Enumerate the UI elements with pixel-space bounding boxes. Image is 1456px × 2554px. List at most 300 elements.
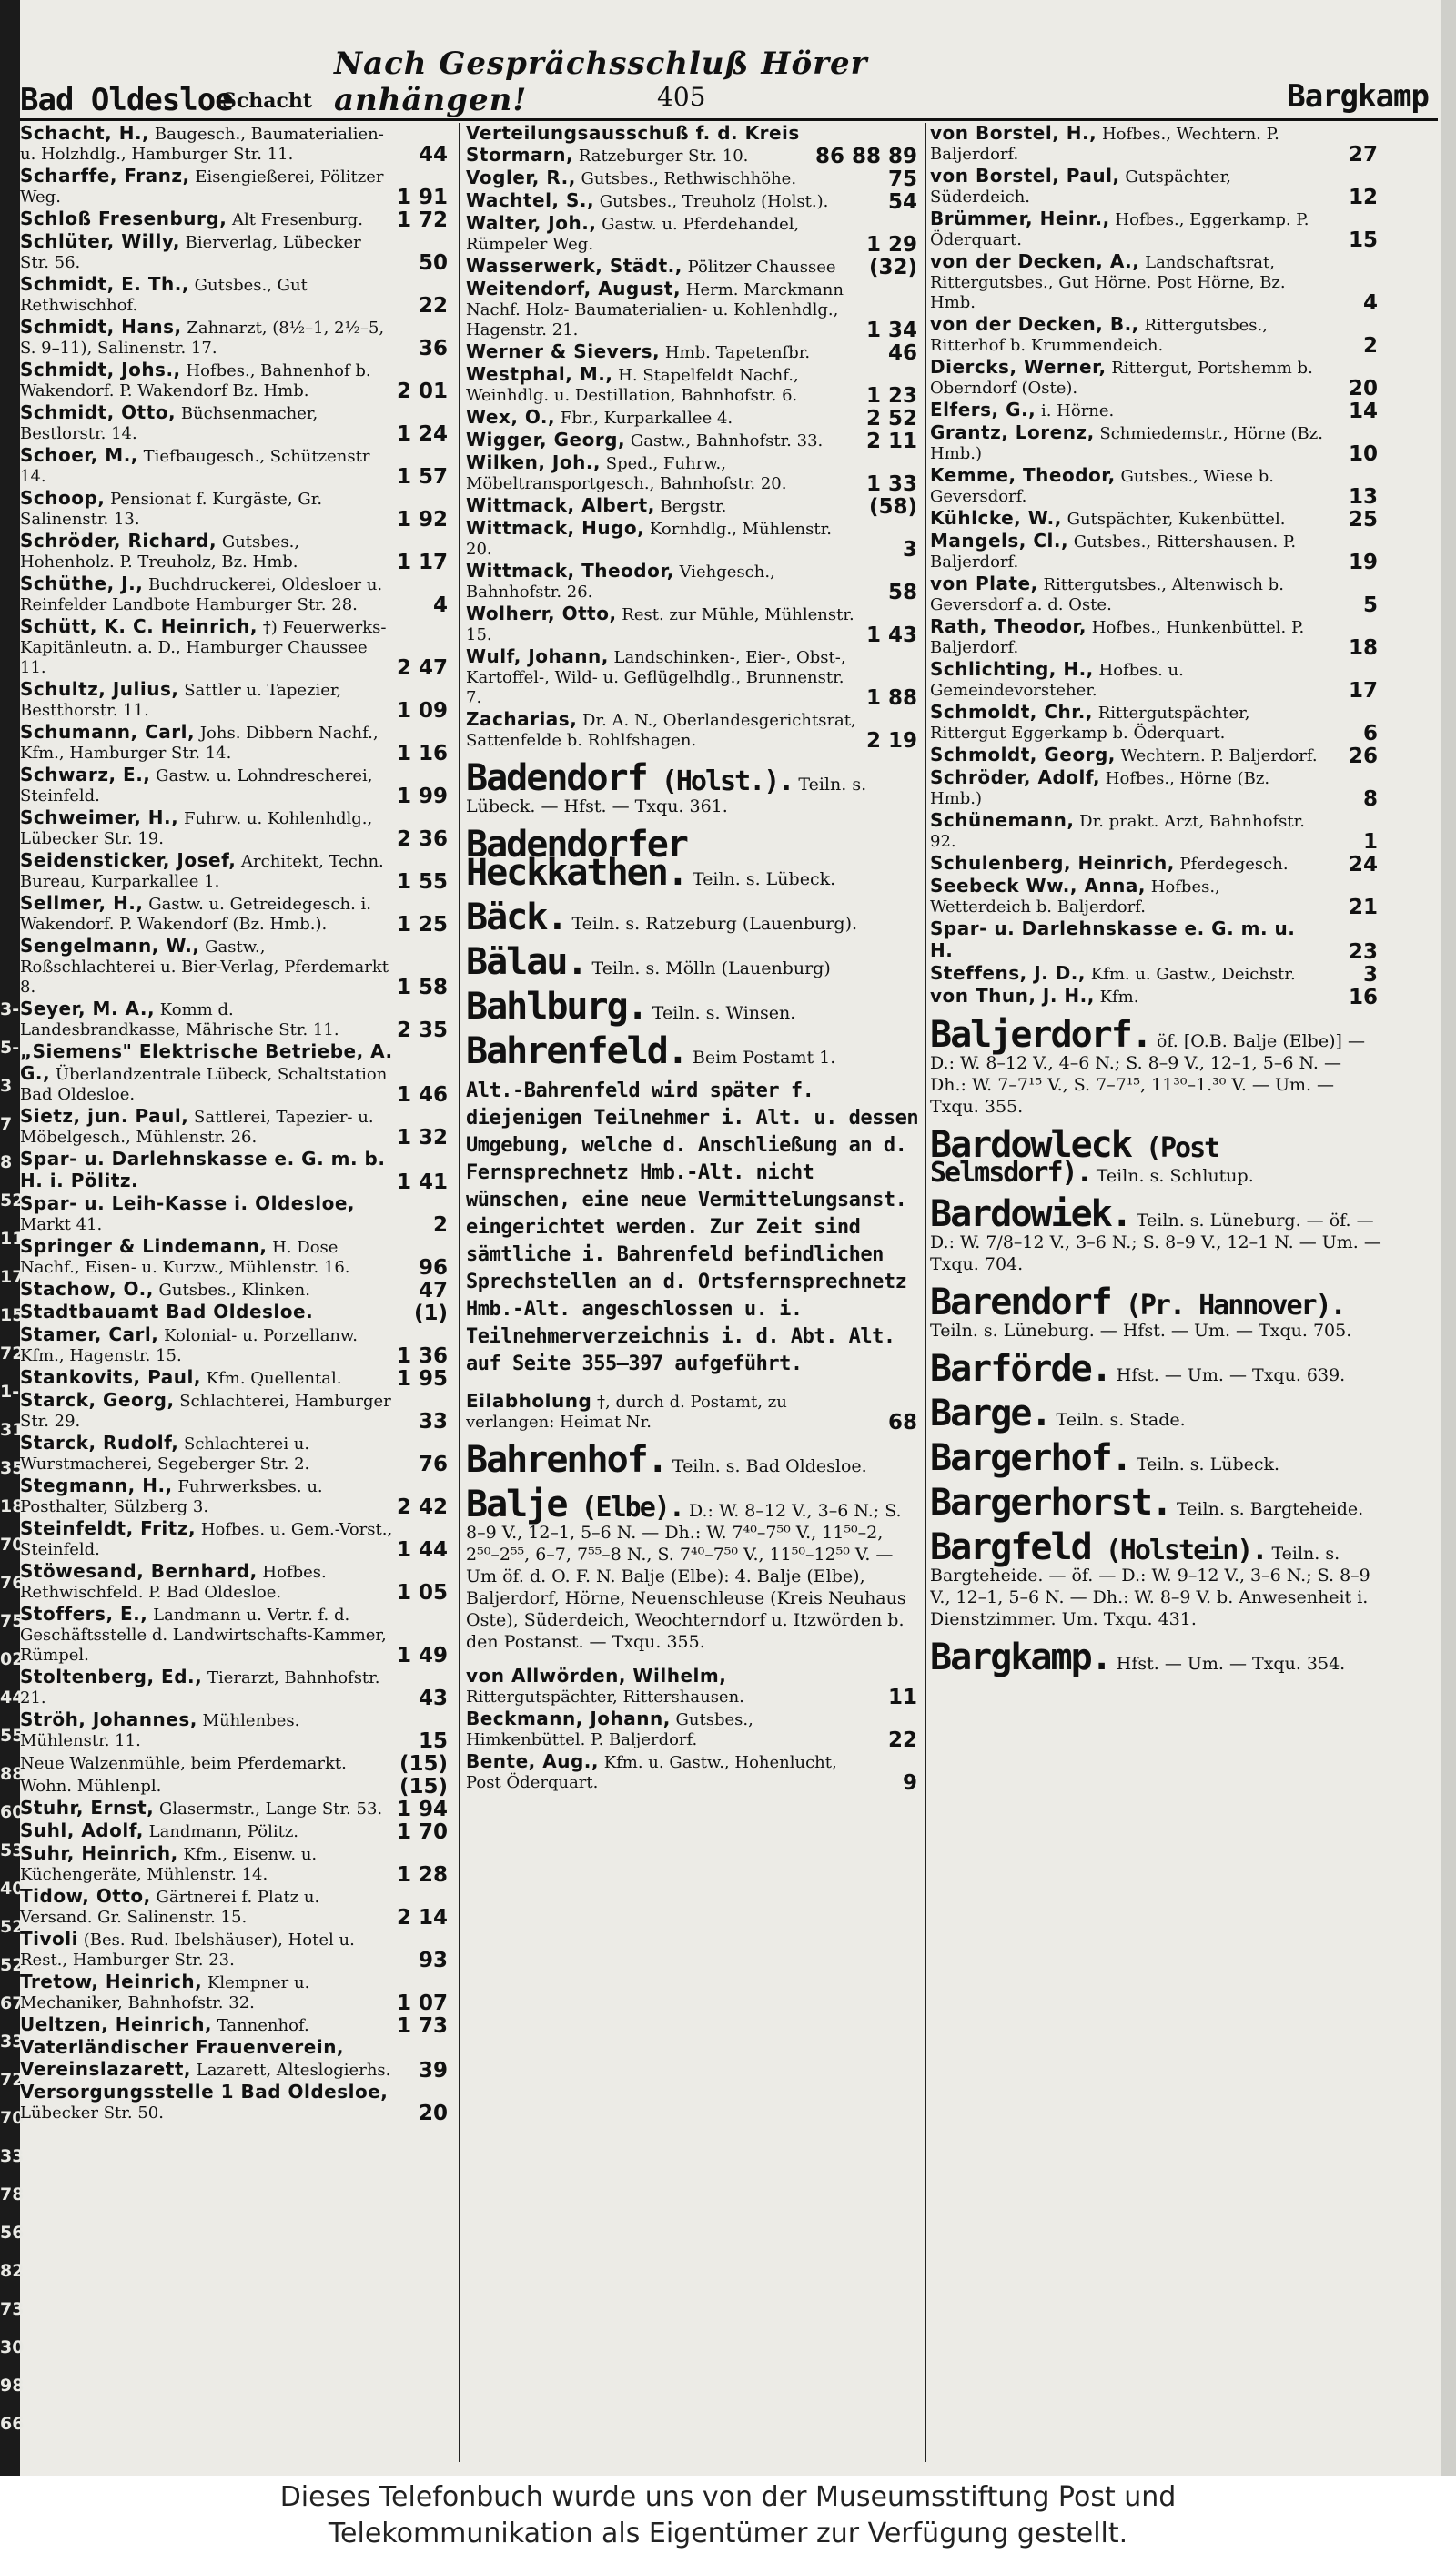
margin-number: 52: [0, 1955, 25, 1975]
place-details: Teiln. s. Lüneburg. — öf. — D.: W. 7/8–12 V., 3–6 N.; S. 8–9 V., 12–1 N. — Um. — Txqu. 704.: [930, 1211, 1381, 1274]
entry-details: Gutsbes., Hohenholz. P. Treuholz, Bz. Hmb.: [20, 532, 300, 572]
entry-phone-number: 2: [432, 1213, 448, 1237]
entry-name: Tidow, Otto,: [20, 1885, 151, 1907]
place-qualifier: (Elbe).: [566, 1492, 683, 1524]
place-heading: [930, 1437, 1381, 1479]
column-divider: [925, 123, 926, 2462]
entry-name: Tivoli: [20, 1928, 78, 1950]
directory-entry: [466, 561, 921, 603]
directory-entry: [20, 1709, 451, 1751]
place-name: Bahlburg.: [466, 986, 647, 1028]
margin-number: 78: [0, 2184, 25, 2204]
margin-number: 33: [0, 2146, 25, 2166]
margin-number: 60: [0, 1802, 25, 1822]
entry-name: Spar- u. Darlehnskasse e. G. m. u. H.: [930, 917, 1296, 961]
entry-name: Schoop,: [20, 487, 106, 509]
margin-number: 55: [0, 1726, 25, 1746]
entry-details: Rittergutsbes., Altenwisch b. Geversdorf a. d. Oste.: [930, 575, 1284, 614]
directory-entry: [20, 274, 451, 316]
footer-line-1: Dieses Telefonbuch wurde uns von der Museumsstiftung Post und: [279, 2481, 1177, 2513]
entry-details: Schmiedemstr., Hörne (Bz. Hmb.): [930, 424, 1323, 463]
entry-details: Gutspächter, Kukenbüttel.: [1061, 510, 1286, 529]
entry-details: Kfm. u. Gastw., Deichstr.: [1086, 965, 1296, 984]
directory-entry: [20, 722, 451, 764]
entry-phone-number: 1 46: [396, 1083, 448, 1107]
entry-phone-number: 2 35: [396, 1019, 448, 1042]
directory-entry: [20, 208, 451, 230]
directory-entry: [466, 364, 921, 406]
entry-phone-number: 2 47: [396, 656, 448, 680]
entry-name: Scharffe, Franz,: [20, 165, 190, 187]
directory-entry: [20, 850, 451, 892]
directory-entry: [930, 918, 1381, 962]
directory-entry: [20, 616, 451, 678]
entry-details: Lazarett, Alteslogierhs.: [191, 2061, 391, 2080]
entry-name: „Siemens" Elektrische Betriebe, A. G.,: [20, 1040, 393, 1084]
entry-phone-number: 2 42: [396, 1495, 448, 1519]
entry-phone-number: 1 49: [396, 1644, 448, 1667]
entry-name: von der Decken, B.,: [930, 313, 1139, 335]
margin-number: 53: [0, 1840, 25, 1860]
entry-phone-number: 50: [418, 251, 448, 275]
directory-entry: [20, 2014, 451, 2036]
entry-name: Schmoldt, Georg,: [930, 744, 1116, 765]
entry-details: (Bes. Rud. Ibelshäuser), Hotel u. Rest., Hamburger Str. 23.: [20, 1931, 355, 1970]
margin-number: 82: [0, 2261, 25, 2281]
entry-details: i. Hörne.: [1036, 401, 1115, 421]
entry-details: Buchdruckerei, Oldesloer u. Reinfelder Landbote Hamburger Str. 28.: [20, 575, 383, 614]
column-2: [466, 123, 921, 2462]
entry-name: Vaterländischer Frauenverein, Vereinslazarett,: [20, 2036, 345, 2080]
directory-entry: [466, 341, 921, 363]
entry-details: Rittergutspächter, Rittershausen.: [466, 1687, 744, 1707]
entry-name: Schweimer, H.,: [20, 806, 179, 828]
entry-phone-number: 3: [902, 538, 917, 562]
directory-entry: [20, 1367, 451, 1389]
directory-entry: [20, 893, 451, 935]
entry-details: Viehgesch., Bahnhofstr. 26.: [466, 562, 775, 602]
margin-number: 52: [0, 1191, 25, 1211]
directory-entry: [930, 573, 1381, 615]
directory-entry: [20, 1929, 451, 1971]
entry-name: Grantz, Lorenz,: [930, 421, 1095, 443]
entry-phone-number: 4: [432, 593, 448, 617]
margin-number: 66: [0, 2414, 25, 2434]
entry-name: Stegmann, H.,: [20, 1475, 173, 1496]
directory-entry: [20, 360, 451, 401]
entry-phone-number: 13: [1348, 485, 1378, 509]
directory-entry: [930, 986, 1381, 1008]
entry-name: Wittmack, Theodor,: [466, 560, 674, 582]
entry-phone-number: 2 01: [396, 380, 448, 403]
entry-details: Pölitzer Chaussee: [682, 258, 836, 277]
entry-name: Wittmack, Hugo,: [466, 517, 645, 539]
entry-phone-number: 1 07: [396, 1992, 448, 2015]
entry-details: †) Feuerwerks-Kapitänleutn. a. D., Hamburger Chaussee 11.: [20, 618, 387, 677]
directory-entry: [20, 1561, 451, 1603]
place-name: Barge.: [930, 1393, 1051, 1434]
entry-name: Stuhr, Ernst,: [20, 1797, 155, 1819]
entry-details: Alt Fresenburg.: [227, 210, 363, 229]
entry-details: Hmb. Tapetenfbr.: [660, 343, 811, 362]
entry-details: †, durch d. Postamt, zu verlangen: Heimat Nr.: [466, 1393, 787, 1432]
directory-entry: [930, 531, 1381, 573]
entry-name: Ströh, Johannes,: [20, 1708, 197, 1730]
directory-entry: [930, 123, 1381, 165]
entry-phone-number: 20: [1348, 377, 1378, 400]
place-details: Teiln. s. Stade.: [1050, 1410, 1186, 1430]
entry-details: Fuhrw. u. Kohlenhdlg., Lübecker Str. 19.: [20, 809, 373, 848]
place-name: Badendorfer Heckkathen.: [466, 824, 687, 894]
entry-details: Kolonial- u. Porzellanw. Kfm., Hagenstr. 15.: [20, 1326, 358, 1365]
directory-entry: [466, 213, 921, 255]
directory-entry: [930, 314, 1381, 356]
entry-details: Kornhdlg., Mühlenstr. 20.: [466, 520, 832, 559]
directory-entry: [20, 573, 451, 615]
entry-details: Dr. A. N., Oberlandesgerichtsrat, Sattenfelde b. Rohlfshagen.: [466, 711, 856, 750]
directory-entry: [20, 998, 451, 1040]
entry-phone-number: 1 24: [396, 422, 448, 446]
entry-phone-number: 1 95: [396, 1367, 448, 1391]
entry-details: H. Dose Nachf., Eisen- u. Kurzw., Mühlenstr. 16.: [20, 1238, 350, 1277]
place-heading: [930, 1193, 1381, 1275]
entry-name: Schacht, H.,: [20, 123, 150, 144]
directory-entry: [466, 646, 921, 708]
entry-phone-number: (32): [868, 256, 917, 279]
margin-number: 17: [0, 1267, 25, 1287]
entry-phone-number: 1 09: [396, 699, 448, 723]
directory-entry: [930, 876, 1381, 917]
place-name: Balje: [466, 1484, 567, 1525]
directory-entry: [930, 745, 1381, 766]
directory-entry: [930, 810, 1381, 852]
place-heading: [930, 1393, 1381, 1434]
entry-name: Springer & Lindemann,: [20, 1235, 268, 1257]
entry-details: Gastw., Roßschlachterei u. Bier-Verlag, Pferdemarkt 8.: [20, 937, 389, 997]
entry-name: Eilabholung: [466, 1390, 592, 1412]
directory-entry: [930, 963, 1381, 985]
entry-name: Schulenberg, Heinrich,: [930, 852, 1175, 874]
margin-number: 02: [0, 1649, 25, 1669]
entry-phone-number: 46: [887, 341, 917, 365]
entry-phone-number: 76: [418, 1453, 448, 1476]
entry-details: Gutsbes., Himkenbüttel. P. Baljerdorf.: [466, 1710, 753, 1749]
entry-details: Schlachterei, Hamburger Str. 29.: [20, 1392, 391, 1431]
entry-name: Stachow, O.,: [20, 1278, 154, 1300]
directory-entry: [20, 1149, 451, 1192]
place-qualifier: (Holst.).: [646, 765, 794, 797]
directory-entry: [20, 1106, 451, 1148]
entry-name: Spar- u. Leih-Kasse i. Oldesloe,: [20, 1192, 355, 1214]
entry-details: Sattlerei, Tapezier- u. Möbelgesch., Mühlenstr. 26.: [20, 1108, 374, 1147]
entry-phone-number: 9: [902, 1771, 917, 1795]
entry-name: von Allwörden, Wilhelm,: [466, 1665, 727, 1687]
entry-phone-number: 1 23: [865, 384, 917, 408]
directory-entry: [466, 430, 921, 451]
margin-number: 33: [0, 2032, 25, 2052]
header-slogan: Nach Gesprächsschluß Hörer anhängen!: [334, 46, 868, 118]
entry-name: Tretow, Heinrich,: [20, 1971, 203, 1992]
entry-phone-number: 1 36: [396, 1344, 448, 1368]
entry-phone-number: 1 05: [396, 1581, 448, 1605]
entry-name: Mangels, Cl.,: [930, 530, 1069, 552]
place-heading: [930, 1348, 1381, 1390]
entry-name: Elfers, G.,: [930, 399, 1036, 421]
entry-name: Kühlcke, W.,: [930, 507, 1062, 529]
entry-name: Ueltzen, Heinrich,: [20, 2013, 213, 2035]
entry-details: Gärtnerei f. Platz u. Versand. Gr. Salinenstr. 15.: [20, 1888, 320, 1927]
entry-details: Landmann u. Vertr. f. d. Geschäftsstelle d. Landwirtschafts-Kammer, Rümpel.: [20, 1606, 387, 1665]
footer-line-2: Telekommunikation als Eigentümer zur Verfügung gestellt.: [328, 2518, 1128, 2549]
entry-details: Gutsbes., Klinken.: [153, 1281, 310, 1300]
entry-name: Schröder, Richard,: [20, 530, 217, 552]
margin-number: 52: [0, 1917, 25, 1937]
directory-entry: [20, 488, 451, 530]
entry-phone-number: 18: [1348, 636, 1378, 660]
entry-name: Vogler, R.,: [466, 167, 576, 188]
entry-details: Tiefbaugesch., Schützenstr 14.: [20, 447, 370, 486]
place-qualifier: (Pr. Hannover).: [1110, 1290, 1345, 1322]
entry-phone-number: 68: [887, 1411, 917, 1434]
margin-number: 40: [0, 1879, 25, 1899]
entry-phone-number: 23: [1348, 940, 1378, 964]
entry-name: Wolherr, Otto,: [466, 603, 617, 624]
margin-number: 3: [0, 1076, 13, 1096]
place-name: Bahrenhof.: [466, 1439, 667, 1481]
entry-phone-number: 10: [1348, 442, 1378, 466]
entry-phone-number: 1 16: [396, 742, 448, 765]
entry-phone-number: 1 34: [865, 319, 917, 342]
entry-details: Überlandzentrale Lübeck, Schaltstation Bad Oldesloe.: [20, 1065, 388, 1104]
entry-details: Neue Walzenmühle, beim Pferdemarkt.: [20, 1754, 347, 1773]
entry-name: Seebeck Ww., Anna,: [930, 875, 1146, 897]
place-name: Bardowiek.: [930, 1193, 1131, 1235]
entry-details: Tannenhof.: [212, 2016, 309, 2035]
entry-details: Eisengießerei, Pölitzer Weg.: [20, 167, 384, 207]
entry-name: Seidensticker, Josef,: [20, 849, 237, 871]
entry-phone-number: 2 11: [865, 430, 917, 453]
left-page-edge: [0, 0, 25, 2476]
entry-phone-number: 19: [1348, 551, 1378, 574]
directory-entry: [930, 659, 1381, 701]
entry-name: Sellmer, H.,: [20, 892, 144, 914]
entry-details: Herm. Marckmann Nachf. Holz- Baumaterialien- u. Kohlenhdlg., Hagenstr. 21.: [466, 280, 844, 340]
directory-entry: [466, 709, 921, 751]
entry-details: Klempner u. Mechaniker, Bahnhofstr. 32.: [20, 1973, 310, 2012]
place-heading: [930, 1014, 1381, 1118]
entry-name: Schmidt, Johs.,: [20, 359, 181, 380]
directory-entry: [20, 1279, 451, 1301]
directory-entry: [930, 400, 1381, 421]
margin-number: 72: [0, 1343, 25, 1363]
entry-name: Sietz, jun. Paul,: [20, 1105, 189, 1127]
margin-number: 31: [0, 1420, 25, 1440]
entry-phone-number: 1 57: [396, 465, 448, 489]
directory-entry: [930, 616, 1381, 658]
entry-details: Gutsbes., Rittershausen. P. Baljerdorf.: [930, 532, 1297, 572]
place-name: Bargfeld: [930, 1526, 1091, 1568]
directory-entry: [466, 123, 921, 167]
entry-phone-number: 3: [1362, 963, 1378, 987]
entry-details: Hofbes. u. Gemeindevorsteher.: [930, 661, 1184, 700]
directory-entry: [930, 422, 1381, 464]
entry-name: Schumann, Carl,: [20, 721, 196, 743]
entry-name: Starck, Georg,: [20, 1389, 175, 1411]
place-name: Barendorf: [930, 1282, 1111, 1323]
entry-name: Beckmann, Johann,: [466, 1708, 671, 1729]
directory-entry: [466, 256, 921, 278]
margin-number: 18: [0, 1496, 25, 1516]
margin-number: 5-: [0, 1038, 20, 1058]
directory-entry: [20, 1820, 451, 1842]
header-rule: [20, 118, 1438, 121]
entry-name: Starck, Rudolf,: [20, 1432, 179, 1454]
directory-entry: [466, 603, 921, 645]
entry-details: Gutsbes., Rethwischhöhe.: [575, 169, 797, 188]
entry-phone-number: (15): [399, 1775, 448, 1799]
entry-phone-number: 11: [887, 1686, 917, 1709]
entry-details: Mühlenbes. Mühlenstr. 11.: [20, 1711, 300, 1750]
entry-details: Hofbes., Wetterdeich b. Baljerdorf.: [930, 877, 1220, 917]
directory-entry: [466, 167, 921, 189]
entry-details: Gutsbes., Wiese b. Geversdorf.: [930, 467, 1274, 506]
bahrenfeld-notice: Alt.-Bahrenfeld wird später f. diejenigen Teilnehmer i. Alt. u. dessen Umgebung, welche d. Anschließung an d. Fernsprechnetz Hmb.-Alt. nicht wünschen, eine neue Vermittelungsanst. eingerichtet werden. Zur Zeit sind sämtliche i. Bahrenfeld befindlichen Sprechstellen an d. Ortsfernsprechnetz Hmb.-Alt. angeschlossen u. i. Teilnehmerverzeichnis i. d. Abt. Alt. auf Seite 355–397 aufgeführt.: [466, 1079, 919, 1375]
entry-details: Sattler u. Tapezier, Bestthorstr. 11.: [20, 681, 342, 720]
entry-phone-number: 24: [1348, 853, 1378, 877]
entry-details: Gastw., Bahnhofstr. 33.: [625, 431, 824, 451]
entry-phone-number: 15: [418, 1729, 448, 1753]
entry-phone-number: 2: [1362, 334, 1378, 358]
entry-name: Wigger, Georg,: [466, 429, 626, 451]
entry-phone-number: 2 52: [865, 407, 917, 431]
entry-name: Sengelmann, W.,: [20, 935, 200, 957]
entry-phone-number: 1 91: [396, 186, 448, 209]
entry-details: Wohn. Mühlenpl.: [20, 1777, 162, 1796]
entry-name: Stoffers, E.,: [20, 1603, 148, 1625]
entry-phone-number: 17: [1348, 679, 1378, 703]
entry-phone-number: 1: [1362, 830, 1378, 854]
margin-number: 88: [0, 1764, 25, 1784]
entry-phone-number: 16: [1348, 986, 1378, 1009]
entry-details: Gastw. u. Getreidegesch. i. Wakendorf. P. Wakendorf (Bz. Hmb.).: [20, 895, 372, 934]
entry-name: Schröder, Adolf,: [930, 766, 1101, 788]
place-name: Bargkamp.: [930, 1637, 1111, 1678]
entry-phone-number: 75: [887, 167, 917, 191]
entry-details: Schlachterei u. Wurstmacherei, Segeberger Str. 2.: [20, 1434, 310, 1474]
margin-number: 30: [0, 2337, 25, 2357]
entry-name: von der Decken, A.,: [930, 250, 1140, 272]
place-details: Teiln. s. Lübeck.: [1130, 1454, 1280, 1475]
entry-name: Stoltenberg, Ed.,: [20, 1666, 203, 1687]
directory-entry: [20, 1798, 451, 1819]
entry-name: Steinfeldt, Fritz,: [20, 1517, 197, 1539]
entry-name: von Borstel, Paul,: [930, 165, 1120, 187]
directory-entry: [20, 1886, 451, 1928]
entry-phone-number: 1 43: [865, 623, 917, 647]
entry-phone-number: 1 44: [396, 1538, 448, 1562]
directory-entry: [930, 166, 1381, 208]
entry-details: Komm d. Landesbrandkasse, Mährische Str. 11.: [20, 1000, 339, 1039]
entry-details: Rittergutspächter, Rittergut Eggerkamp b. Öderquart.: [930, 704, 1250, 743]
directory-entry: [466, 279, 921, 340]
margin-number: 72: [0, 2070, 25, 2090]
directory-entry: [466, 495, 921, 517]
entry-details: Wechtern. P. Baljerdorf.: [1115, 746, 1318, 765]
directory-entry: [20, 1475, 451, 1517]
entry-phone-number: 86 88 89: [814, 145, 917, 168]
directory-entry: [930, 508, 1381, 530]
entry-name: Bente, Aug.,: [466, 1750, 599, 1772]
entry-name: Wex, O.,: [466, 406, 556, 428]
directory-entry: [930, 251, 1381, 313]
entry-phone-number: 1 25: [396, 913, 448, 937]
directory-entry: [930, 853, 1381, 875]
directory-entry: [466, 1666, 921, 1708]
entry-name: Schlichting, H.,: [930, 658, 1094, 680]
directory-entry: [20, 1604, 451, 1666]
directory-entry: [20, 1041, 451, 1105]
entry-details: Rittergutsbes., Ritterhof b. Krummendeich.: [930, 316, 1268, 355]
entry-details: Sped., Fuhrw., Möbeltransportgesch., Bahnhofstr. 20.: [466, 454, 787, 493]
entry-phone-number: 1 88: [865, 686, 917, 710]
entry-details: Kfm., Eisenw. u. Küchengeräte, Mühlenstr. 14.: [20, 1845, 318, 1884]
entry-name: Schmoldt, Chr.,: [930, 701, 1093, 723]
entry-name: Schultz, Julius,: [20, 678, 179, 700]
directory-entry: [20, 2037, 451, 2081]
place-name: Bahrenfeld.: [466, 1030, 687, 1072]
entry-name: Schwarz, E.,: [20, 764, 151, 785]
place-details: Teiln. s. Lübeck.: [686, 869, 836, 889]
directory-entry: [20, 1667, 451, 1708]
directory-entry: [20, 1843, 451, 1885]
place-details: öf. [O.B. Balje (Elbe)] — D.: W. 8–12 V., 4–6 N.; S. 8–9 V., 12–1, 5–6 N. — Dh.: W. 7–7¹⁵ V., S. 7–7¹⁵, 11³⁰–1.³⁰ V. — Um. — Txqu. 355.: [930, 1031, 1365, 1117]
page-number: 405: [657, 82, 706, 112]
directory-entry: [20, 807, 451, 849]
entry-phone-number: 1 73: [396, 2014, 448, 2038]
entry-phone-number: 1 92: [396, 508, 448, 532]
place-name: Bargerhorst.: [930, 1482, 1171, 1524]
entry-phone-number: 36: [418, 337, 448, 360]
directory-entry: [466, 1708, 921, 1750]
entry-name: Schmidt, Hans,: [20, 316, 182, 338]
directory-entry: [20, 317, 451, 359]
entry-phone-number: 1 28: [396, 1863, 448, 1887]
entry-name: Brümmer, Heinr.,: [930, 208, 1110, 229]
entry-phone-number: 5: [1362, 593, 1378, 617]
directory-entry: [20, 402, 451, 444]
directory-entry: [20, 1390, 451, 1432]
directory-entry: [20, 1193, 451, 1235]
place-heading: [466, 986, 921, 1028]
entry-name: Schoer, M.,: [20, 444, 138, 466]
place-heading: [930, 1482, 1381, 1524]
entry-name: Wittmack, Albert,: [466, 494, 655, 516]
place-heading: [930, 1526, 1381, 1630]
entry-details: Kfm. Quellental.: [200, 1369, 342, 1388]
directory-entry: [20, 1433, 451, 1475]
column-3: [930, 123, 1381, 2462]
margin-number: 70: [0, 2108, 25, 2128]
entry-details: Baugesch., Baumaterialien- u. Holzhdlg., Hamburger Str. 11.: [20, 125, 384, 164]
place-details: Hfst. — Um. — Txqu. 639.: [1110, 1365, 1346, 1385]
place-details: Teiln. s. Lübeck. — Hfst. — Txqu. 361.: [466, 775, 867, 816]
entry-phone-number: 1 41: [396, 1171, 448, 1194]
place-heading: [466, 1030, 921, 1072]
directory-entry: [930, 767, 1381, 809]
place-details: D.: W. 8–12 V., 3–6 N.; S. 8–9 V., 12–1, 5–6 N. — Dh.: W. 7⁴⁰–7⁵⁰ V., 11⁵⁰–2, 2⁵⁰–2⁵⁵, 6–7, 7⁵⁵–8 N., S. 7⁴⁰–7⁵⁰ V., 11⁵⁰–12⁵⁰ V. — Um öf. d. O. F. N. Balje (Elbe): 4. Balje (Elbe), Baljerdorf, Hörne, Neuenschleuse (Kreis Neuhaus Oste), Süderdeich, Weochterndorf u. Itzwörden b. den Postanst. — Txqu. 355.: [466, 1501, 906, 1652]
entry-phone-number: 2 36: [396, 827, 448, 851]
entry-details: Rest. zur Mühle, Mühlenstr. 15.: [466, 605, 854, 644]
